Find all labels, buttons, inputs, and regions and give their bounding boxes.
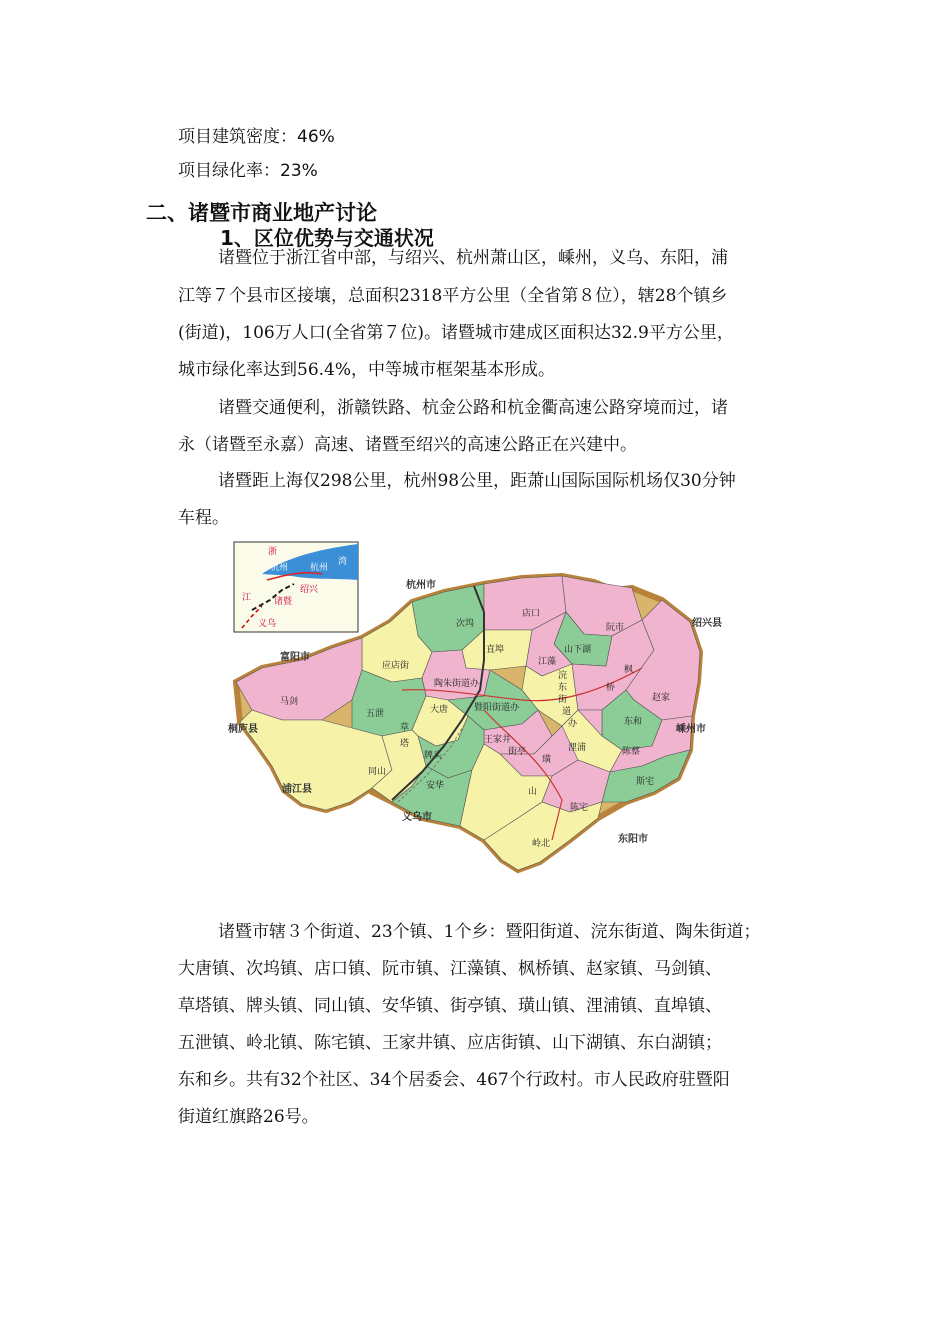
town-label: 同山 [368, 767, 387, 777]
inset-label: 杭州 [270, 563, 289, 573]
town-label: 岭北 [532, 839, 551, 849]
paragraph-line: 永（诸暨至永嘉）高速、诸暨至绍兴的高速公路正在兴建中。 [178, 435, 637, 455]
paragraph-line: 诸暨市辖３个街道、23个镇、1个乡：暨阳街道、浣东街道、陶朱街道； [218, 922, 761, 942]
town-label: 直埠 [486, 645, 505, 655]
neighbor-label: 杭州市 [406, 580, 436, 591]
paragraph-line: 城市绿化率达到56.4%，中等城市框架基本形成。 [178, 360, 556, 380]
town-label: 牌头 [424, 751, 443, 761]
paragraph-line: 草塔镇、牌头镇、同山镇、安华镇、街亭镇、璜山镇、浬浦镇、直埠镇、 [178, 996, 722, 1016]
town-label: 店口 [522, 609, 541, 619]
town-label: 暨阳街道办 [474, 703, 520, 713]
section-heading: 二、诸暨市商业地产讨论 [146, 201, 377, 225]
section-subheading: 1、区位优势与交通状况 [220, 226, 434, 250]
town-label: 赵家 [652, 693, 671, 703]
inset-label: 浙 [268, 547, 278, 557]
town-label: 大唐 [430, 705, 449, 715]
building-density-text: 项目建筑密度：46% [178, 127, 335, 147]
paragraph-line: 诸暨交通便利，浙赣铁路、杭金公路和杭金衢高速公路穿境而过，诸 [218, 398, 728, 418]
paragraph-line: 诸暨位于浙江省中部，与绍兴、杭州萧山区，嵊州，义乌、东阳，浦 [218, 248, 728, 268]
town-label: 五泄 [366, 709, 385, 719]
town-label: 马剑 [280, 697, 299, 707]
town-label: 斯宅 [636, 777, 655, 787]
inset-label: 绍兴 [300, 585, 319, 595]
neighbor-label: 东阳市 [618, 834, 648, 845]
paragraph-line: 大唐镇、次坞镇、店口镇、阮市镇、江藻镇、枫桥镇、赵家镇、马剑镇、 [178, 959, 722, 979]
town-label: 江藻 [538, 657, 557, 667]
paragraph-line: 车程。 [178, 508, 229, 528]
town-label: 道 [562, 707, 572, 717]
town-label: 塔 [400, 739, 410, 749]
town-label: 街 [558, 695, 568, 705]
town-label: 安华 [426, 781, 445, 791]
inset-label: 江 [242, 593, 252, 603]
town-label: 次坞 [456, 619, 475, 629]
town-label: 陈宅 [570, 803, 589, 813]
town-label: 应店街 [382, 661, 410, 671]
neighbor-label: 桐庐县 [228, 724, 258, 735]
neighbor-label: 浦江县 [282, 784, 312, 795]
inset-label: 杭州 [310, 563, 329, 573]
paragraph-line: 诸暨距上海仅298公里，杭州98公里，距萧山国际国际机场仅30分钟 [218, 471, 736, 491]
zhuji-map [222, 540, 722, 880]
inset-label: 义乌 [258, 619, 277, 629]
town-label: 东 [558, 683, 568, 693]
paragraph-line: 江等７个县市区接壤，总面积2318平方公里（全省第８位），辖28个镇乡 [178, 286, 728, 306]
town-label: 枫 [624, 665, 634, 675]
town-label: 阮市 [606, 623, 625, 633]
paragraph-line: (街道)，106万人口(全省第７位)。诸暨城市建成区面积达32.9平方公里， [178, 323, 734, 343]
neighbor-label: 义乌市 [402, 812, 432, 823]
paragraph-line: 东和乡。共有32个社区、34个居委会、467个行政村。市人民政府驻暨阳 [178, 1070, 730, 1090]
paragraph-line: 五泄镇、岭北镇、陈宅镇、王家井镇、应店街镇、山下湖镇、东白湖镇； [178, 1033, 722, 1053]
town-label: 王家井 [484, 735, 512, 745]
town-label: 桥 [606, 683, 616, 693]
town-label: 办 [568, 719, 578, 729]
town-label: 浣 [558, 671, 568, 681]
town-label: 东和 [624, 717, 643, 727]
paragraph-line: 街道红旗路26号。 [178, 1107, 319, 1127]
neighbor-label: 嵊州市 [676, 724, 706, 735]
town-label: 陶朱街道办 [434, 679, 480, 689]
greening-rate-text: 项目绿化率：23% [178, 161, 318, 181]
inset-label: 湾 [338, 557, 348, 567]
town-label: 浬浦 [568, 743, 587, 753]
neighbor-label: 绍兴县 [692, 618, 722, 629]
town-label: 街亭 [508, 747, 527, 757]
town-label: 陈蔡 [622, 747, 641, 757]
town-label: 草 [400, 723, 410, 733]
town-label: 山下湖 [564, 645, 592, 655]
inset-label: 诸暨 [274, 597, 293, 607]
neighbor-label: 富阳市 [280, 652, 310, 663]
town-label: 璜 [542, 755, 552, 765]
inset-map [234, 542, 358, 632]
town-label: 山 [528, 787, 538, 797]
zhuji-map-svg [222, 540, 722, 880]
